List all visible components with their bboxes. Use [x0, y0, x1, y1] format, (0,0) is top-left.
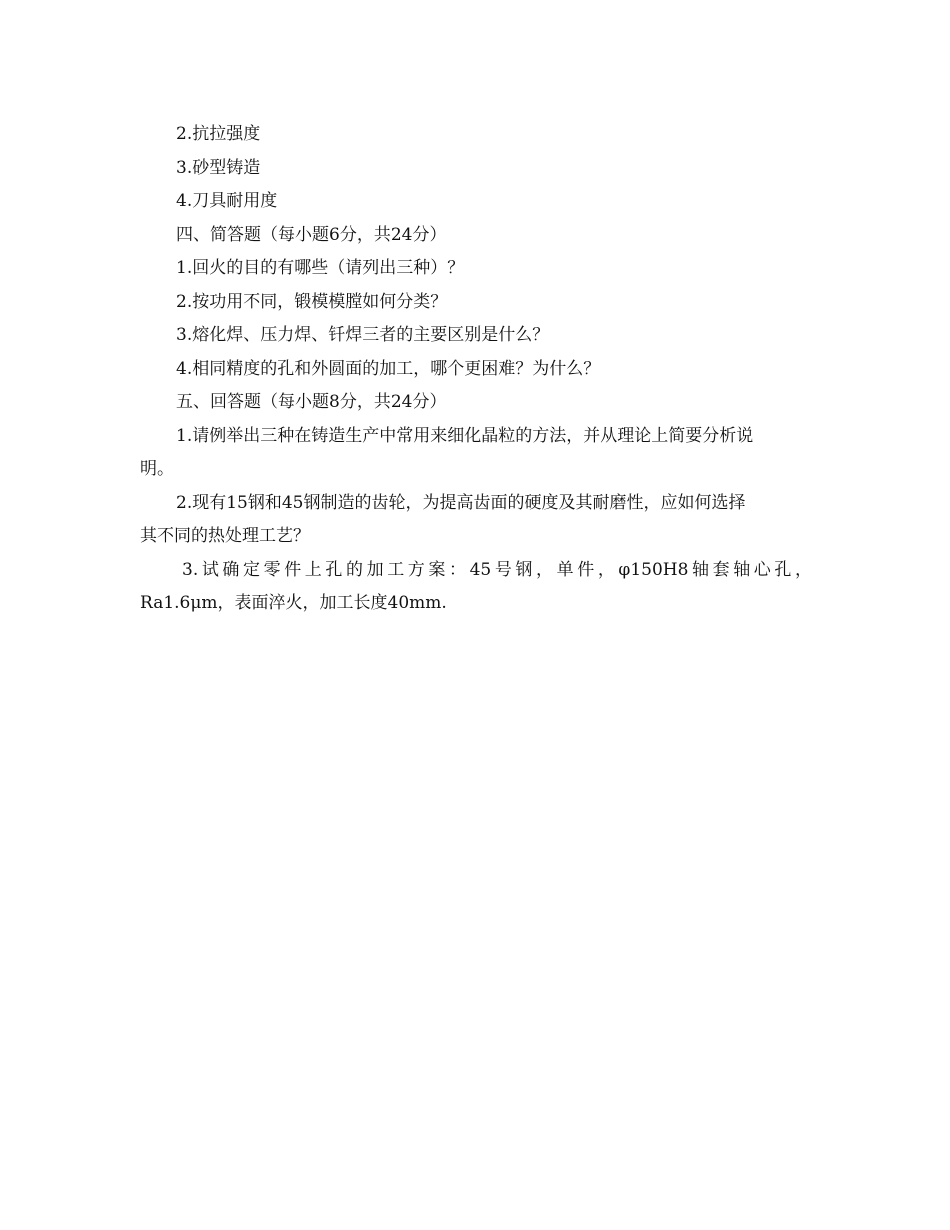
short-answer-question-3: 3.熔化焊、压力焊、钎焊三者的主要区别是什么？: [176, 325, 550, 345]
answer-question-3-line-2: Ra1.6μm，表面淬火，加工长度40mm.: [140, 593, 447, 613]
answer-question-1-line-1: 1.请例举出三种在铸造生产中常用来细化晶粒的方法，并从理论上简要分析说: [176, 425, 754, 446]
term-tool-life: 4.刀具耐用度: [176, 191, 278, 211]
short-answer-question-2: 2.按功用不同，锻模模膛如何分类？: [176, 291, 448, 312]
short-answer-question-1: 1.回火的目的有哪些（请列出三种）？: [176, 258, 465, 278]
section-heading-answer-questions: 五、回答题（每小题8分，共24分）: [176, 392, 447, 412]
short-answer-question-4: 4.相同精度的孔和外圆面的加工，哪个更困难？为什么？: [176, 358, 601, 379]
term-tensile-strength: 2.抗拉强度: [176, 124, 261, 144]
section-heading-short-answer: 四、简答题（每小题6分，共24分）: [176, 224, 447, 245]
answer-question-2-line-1: 2.现有15钢和45钢制造的齿轮，为提高齿面的硬度及其耐磨性，应如何选择: [176, 492, 746, 513]
answer-question-1-line-2: 明。: [140, 459, 174, 479]
answer-question-2-line-2: 其不同的热处理工艺？: [140, 526, 310, 546]
term-sand-casting: 3.砂型铸造: [176, 157, 261, 178]
document-body: [140, 118, 812, 621]
answer-question-3-line-1: 3.试确定零件上孔的加工方案：45号钢，单件，φ150H8轴套轴心孔，: [182, 559, 812, 580]
